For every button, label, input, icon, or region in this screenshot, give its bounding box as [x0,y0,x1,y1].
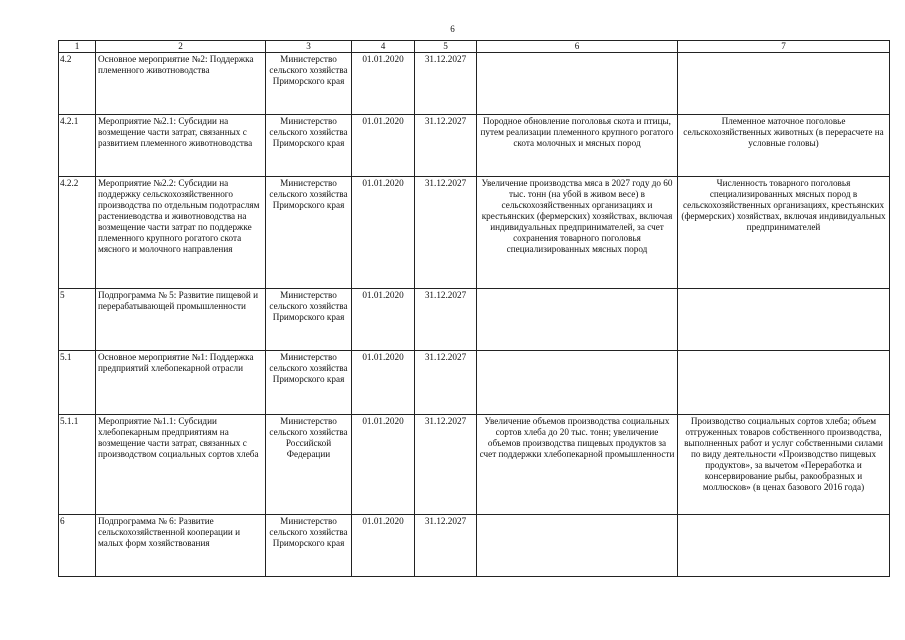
indicator: Численность товарного поголовья специализированных мясных пород в сельскохозяйственных организациях, крестьянских (фермерских) хозяйствах, включая индивидуальных предпринимателей [678,177,890,289]
end-date: 31.12.2027 [415,289,477,351]
header-row [59,41,890,53]
activity-name: Подпрограмма № 5: Развитие пищевой и перерабатывающей промышленности [96,289,266,351]
executor: Министерство сельского хозяйства Приморского края [266,515,352,577]
page-number: 6 [450,24,455,34]
table-row [59,53,890,115]
expected-result [477,289,678,351]
start-date: 01.01.2020 [352,115,415,177]
expected-result: Породное обновление поголовья скота и птицы, путем реализации племенного крупного рогатого скота молочных и мясных пород [477,115,678,177]
indicator: Производство социальных сортов хлеба; объем отгруженных товаров собственного производства, выполненных работ и услуг собственными силами по виду деятельности «Производство пищевых продуктов», за вычетом «Переработка и консервирование рыбы, ракообразных и моллюсков» (в ценах базового 2016 года) [678,415,890,515]
column-header: 3 [266,41,352,53]
start-date: 01.01.2020 [352,289,415,351]
table-row [59,415,890,515]
row-number: 4.2 [59,53,96,115]
executor: Министерство сельского хозяйства Приморского края [266,177,352,289]
expected-result: Увеличение производства мяса в 2027 году до 60 тыс. тонн (на убой в живом весе) в сельскохозяйственных организациях и крестьянских (фермерских) хозяйствах, включая индивидуальных предпринимателей, за счет сохранения товарного поголовья специализированных мясных пород [477,177,678,289]
program-table [58,40,890,577]
activity-name: Мероприятие №1.1: Субсидии хлебопекарным предприятиям на возмещение части затрат, связанных с производством социальных сортов хлеба [96,415,266,515]
executor: Министерство сельского хозяйства Российской Федерации [266,415,352,515]
start-date: 01.01.2020 [352,415,415,515]
expected-result: Увеличение объемов производства социальных сортов хлеба до 20 тыс. тонн; увеличение объемов производства пищевых продуктов за счет поддержки хлебопекарной промышленности [477,415,678,515]
activity-name: Мероприятие №2.2: Субсидии на поддержку сельскохозяйственного производства по отдельным подотраслям растениеводства и животноводства на возмещение части затрат по поддержке племенного крупного рогатого скота мясного и молочного направления [96,177,266,289]
end-date: 31.12.2027 [415,115,477,177]
executor: Министерство сельского хозяйства Приморского края [266,289,352,351]
table-row [59,351,890,415]
table-row [59,177,890,289]
activity-name: Основное мероприятие №2: Поддержка племенного животноводства [96,53,266,115]
start-date: 01.01.2020 [352,177,415,289]
expected-result [477,53,678,115]
row-number: 4.2.1 [59,115,96,177]
row-number: 5.1.1 [59,415,96,515]
column-header: 5 [415,41,477,53]
executor: Министерство сельского хозяйства Приморского края [266,115,352,177]
indicator [678,515,890,577]
expected-result [477,351,678,415]
end-date: 31.12.2027 [415,351,477,415]
executor: Министерство сельского хозяйства Приморского края [266,53,352,115]
column-header: 6 [477,41,678,53]
column-header: 4 [352,41,415,53]
start-date: 01.01.2020 [352,53,415,115]
column-header: 7 [678,41,890,53]
end-date: 31.12.2027 [415,415,477,515]
row-number: 4.2.2 [59,177,96,289]
start-date: 01.01.2020 [352,351,415,415]
row-number: 5 [59,289,96,351]
table-row [59,289,890,351]
table-row [59,115,890,177]
row-number: 5.1 [59,351,96,415]
executor: Министерство сельского хозяйства Приморского края [266,351,352,415]
indicator [678,53,890,115]
column-header: 2 [96,41,266,53]
row-number: 6 [59,515,96,577]
activity-name: Мероприятие №2.1: Субсидии на возмещение части затрат, связанных с развитием племенного животноводства [96,115,266,177]
expected-result [477,515,678,577]
table-row [59,515,890,577]
end-date: 31.12.2027 [415,177,477,289]
end-date: 31.12.2027 [415,53,477,115]
activity-name: Подпрограмма № 6: Развитие сельскохозяйственной кооперации и малых форм хозяйствования [96,515,266,577]
activity-name: Основное мероприятие №1: Поддержка предприятий хлебопекарной отрасли [96,351,266,415]
column-header: 1 [59,41,96,53]
end-date: 31.12.2027 [415,515,477,577]
indicator [678,351,890,415]
start-date: 01.01.2020 [352,515,415,577]
indicator [678,289,890,351]
indicator: Племенное маточное поголовье сельскохозяйственных животных (в перерасчете на условные головы) [678,115,890,177]
